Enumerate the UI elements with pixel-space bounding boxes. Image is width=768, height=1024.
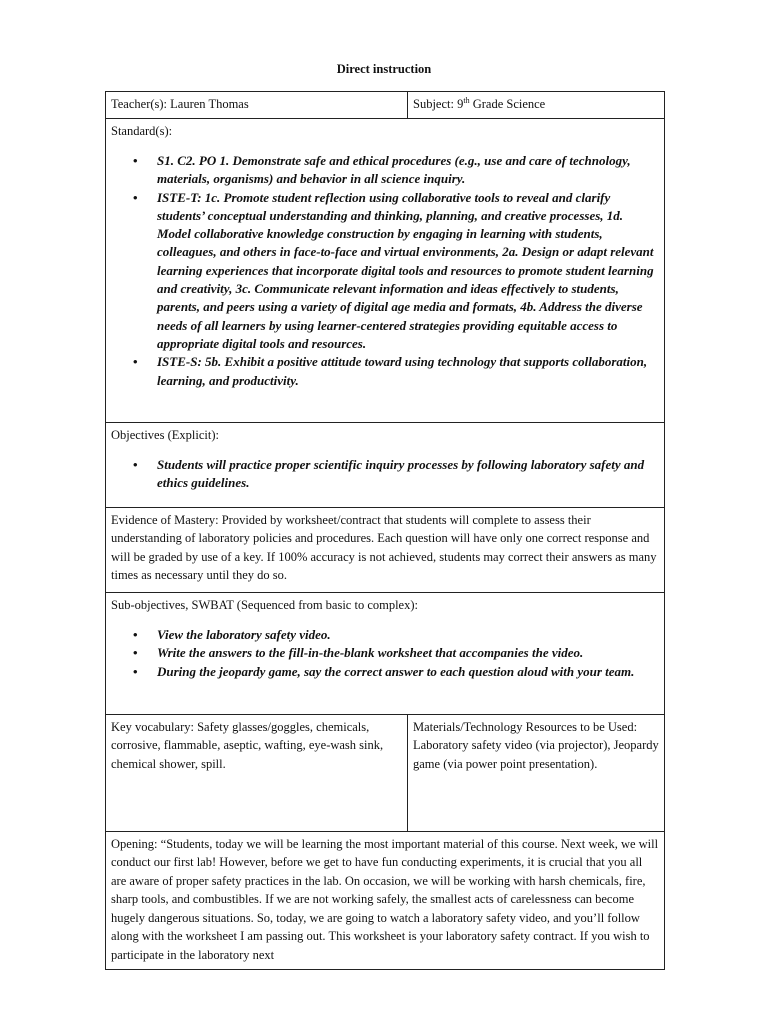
- subobjective-item: • During the jeopardy game, say the correct answer to each question aloud with your team.: [157, 663, 659, 681]
- objective-item: • Students will practice proper scientific inquiry processes by following laboratory safety and ethics guidelines.: [157, 456, 659, 493]
- objectives-label: Objectives (Explicit):: [111, 427, 219, 442]
- subobjective-item: • View the laboratory safety video.: [157, 626, 659, 644]
- resources-row: [106, 714, 665, 831]
- teacher-name: Lauren Thomas: [170, 97, 249, 111]
- evidence-text: Evidence of Mastery: Provided by worksheet/contract that students will complete to assess their understanding of laboratory policies and procedures. Each question will have only one correct response and will be graded by use of a key. If 100% accuracy is not achieved, students may correct their answers as many times as necessary until they do so.: [111, 512, 657, 582]
- vocabulary-text: Key vocabulary: Safety glasses/goggles, chemicals, corrosive, flammable, aseptic, wafting, eye-wash sink, chemical shower, spill.: [111, 719, 384, 771]
- objectives-list: [111, 456, 659, 493]
- subobjectives-list: [111, 626, 659, 681]
- standard-item: • ISTE-S: 5b. Exhibit a positive attitude toward using technology that supports collaboration, learning, and productivity.: [157, 353, 659, 390]
- opening-text: Opening: “Students, today we will be learning the most important material of this course. Next week, we will conduct our first lab! However, before we get to have fun conducting experiments, it is crucial that you all are aware of proper safety practices in the lab. On occasion, we will be working with harsh chemicals, fire, sharp tools, and combustibles. If we are not working safely, the smallest acts of carelessness can become hugely dangerous situations. So, today, we are going to watch a laboratory safety video, and you’ll follow along with the worksheet I am passing out. This worksheet is your laboratory safety contract. If you wish to participate in the laboratory next: [111, 836, 659, 962]
- standards-cell: [106, 118, 665, 422]
- subobjectives-cell: [106, 592, 665, 714]
- opening-cell: [106, 831, 665, 969]
- standards-label: Standard(s):: [111, 123, 173, 138]
- subobjectives-label: Sub-objectives, SWBAT (Sequenced from basic to complex):: [111, 597, 418, 612]
- teacher-label: Teacher(s):: [111, 97, 171, 111]
- standards-list: [111, 152, 659, 390]
- subject-name: Grade Science: [469, 97, 546, 111]
- objectives-row: [106, 422, 665, 507]
- standard-item: • S1. C2. PO 1. Demonstrate safe and ethical procedures (e.g., use and care of technology, materials, organisms) and behavior in all science inquiry.: [157, 152, 659, 189]
- subobjective-item: • Write the answers to the fill-in-the-blank worksheet that accompanies the video.: [157, 644, 659, 662]
- teacher-cell: [106, 92, 408, 119]
- opening-row: [106, 831, 665, 969]
- subject-grade-suffix: th: [463, 95, 470, 105]
- objectives-cell: [106, 422, 665, 507]
- subject-label: Subject:: [413, 97, 458, 111]
- evidence-cell: [106, 507, 665, 592]
- materials-cell: [408, 714, 665, 831]
- subobjectives-row: [106, 592, 665, 714]
- document-title: Direct instruction: [336, 62, 432, 76]
- materials-text: Materials/Technology Resources to be Used: Laboratory safety video (via projector), Jeopardy game (via power point presentation).: [413, 719, 659, 771]
- subject-cell: [408, 92, 665, 119]
- subject-grade: 9: [457, 97, 464, 111]
- header-row: [106, 92, 665, 119]
- lesson-plan-table: [105, 91, 665, 970]
- standards-row: [106, 118, 665, 422]
- standard-item: • ISTE-T: 1c. Promote student reflection using collaborative tools to reveal and clarify students’ conceptual understanding and thinking, planning, and creative processes, 1d. Model collaborative knowledge construction by engaging in learning with students, colleagues, and others in face-to-face and virtual environments, 2a. Design or adapt relevant learning experiences that incorporate digital tools and resources to promote student learning and creativity, 3c. Communicate relevant information and ideas effectively to students, parents, and peers using a variety of digital age media and formats, 4b. Address the diverse needs of all learners by using learner-centered strategies providing equitable access to appropriate digital tools and resources.: [157, 189, 659, 354]
- evidence-row: [106, 507, 665, 592]
- vocabulary-cell: [106, 714, 408, 831]
